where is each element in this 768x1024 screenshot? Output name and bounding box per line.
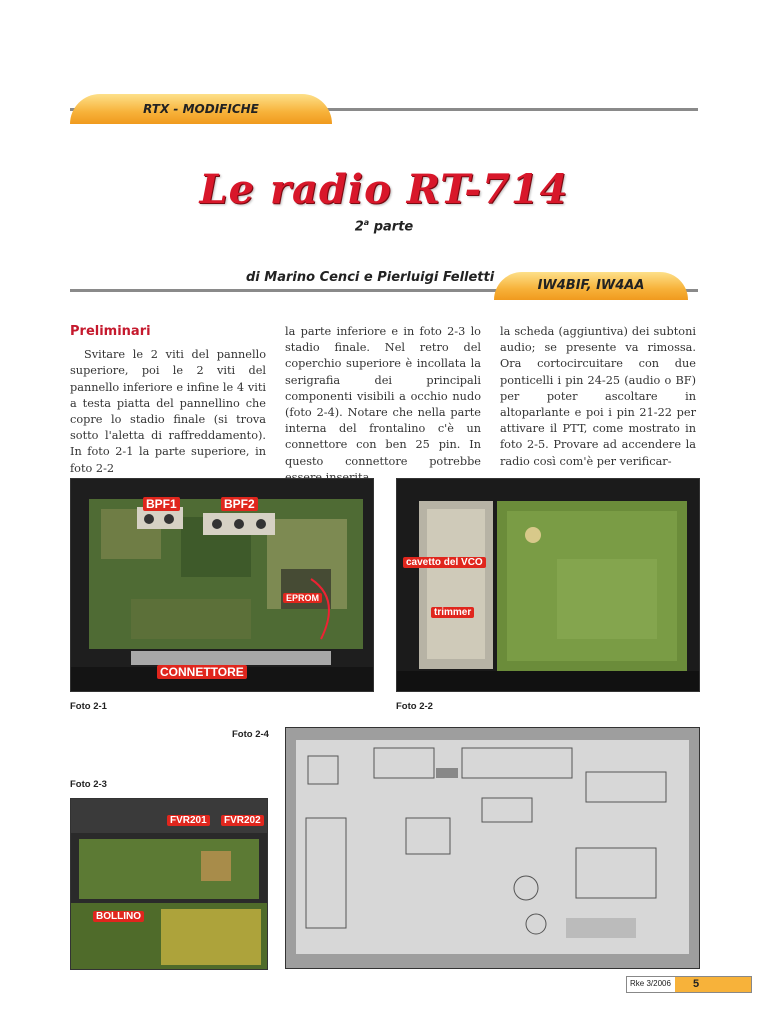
photo-2-2 (396, 478, 700, 692)
label-bpf1: BPF1 (143, 497, 180, 511)
callsign-tab (494, 272, 688, 300)
label-eprom: EPROM (283, 593, 322, 603)
column-1 (70, 324, 266, 477)
subtitle-word: parte (373, 219, 414, 235)
label-fvr201: FVR201 (167, 815, 210, 826)
caption-foto-2-2: Foto 2-2 (396, 701, 433, 712)
radio-bottom-board-image (397, 479, 699, 691)
byline: di Marino Cenci e Pierluigi Felletti (246, 270, 495, 285)
label-connettore: CONNETTORE (157, 665, 247, 679)
component-silkscreen-image (286, 728, 699, 968)
column-2 (285, 324, 481, 486)
footer-issue: Rke 3/2006 (630, 979, 671, 988)
caption-foto-2-1: Foto 2-1 (70, 701, 107, 712)
label-trimmer: trimmer (431, 607, 474, 618)
subtitle-number: 2 (354, 219, 364, 235)
section-heading: Preliminari (70, 324, 151, 339)
column-2-text: la parte inferiore e in foto 2-3 lo stadio finale. Nel retro del coperchio superiore è incollata la serigrafia dei principali componenti visibili a occhio nudo (foto 2-4). Notare che nella parte interna del frontalino c'è un connettore con ben 25 pin. In questo connettore potrebbe (285, 325, 481, 468)
label-bollino: BOLLINO (93, 911, 144, 922)
callsign-label: IW4BIF, IW4AA (537, 278, 645, 293)
column-3-text: la scheda (aggiuntiva) dei subtoni audio; se presente va rimossa. Ora cortocircuitare con due ponticelli i pin 24-25 (audio o BF) per poter ascoltare in altoparlante e poi i pin 21-22 per attivare il PTT, come mostrato in foto 2-5. Provare ad accendere la radio così com'è per verificar- (500, 325, 696, 468)
caption-foto-2-3: Foto 2-3 (70, 779, 107, 790)
column-3 (500, 324, 696, 470)
article-title: Le radio RT-714 (199, 166, 569, 213)
photo-2-1 (70, 478, 374, 692)
subtitle-superscript: a (363, 218, 370, 227)
label-fvr202: FVR202 (221, 815, 264, 826)
column-1-text: Svitare le 2 viti del pannello superiore, poi le 2 viti del pannello inferiore e infine le 4 viti a testa piatta del pannellino che copre lo stadio finale (si trova sotto l'aletta di raffreddamento). In foto 2-1 la parte superiore, in foto 2-2 (70, 348, 266, 475)
section-tab (70, 94, 332, 124)
label-cavetto-del-vco: cavetto del VCO (403, 557, 486, 568)
footer-page-box (675, 977, 751, 992)
photo-2-3 (70, 798, 268, 970)
footer-page-number: 5 (693, 978, 700, 990)
photo-2-4 (285, 727, 700, 969)
page-footer (626, 976, 752, 993)
label-bpf2: BPF2 (221, 497, 258, 511)
article-subtitle (0, 218, 768, 234)
caption-foto-2-4: Foto 2-4 (232, 729, 269, 740)
section-tab-label: RTX - MODIFICHE (143, 102, 259, 116)
